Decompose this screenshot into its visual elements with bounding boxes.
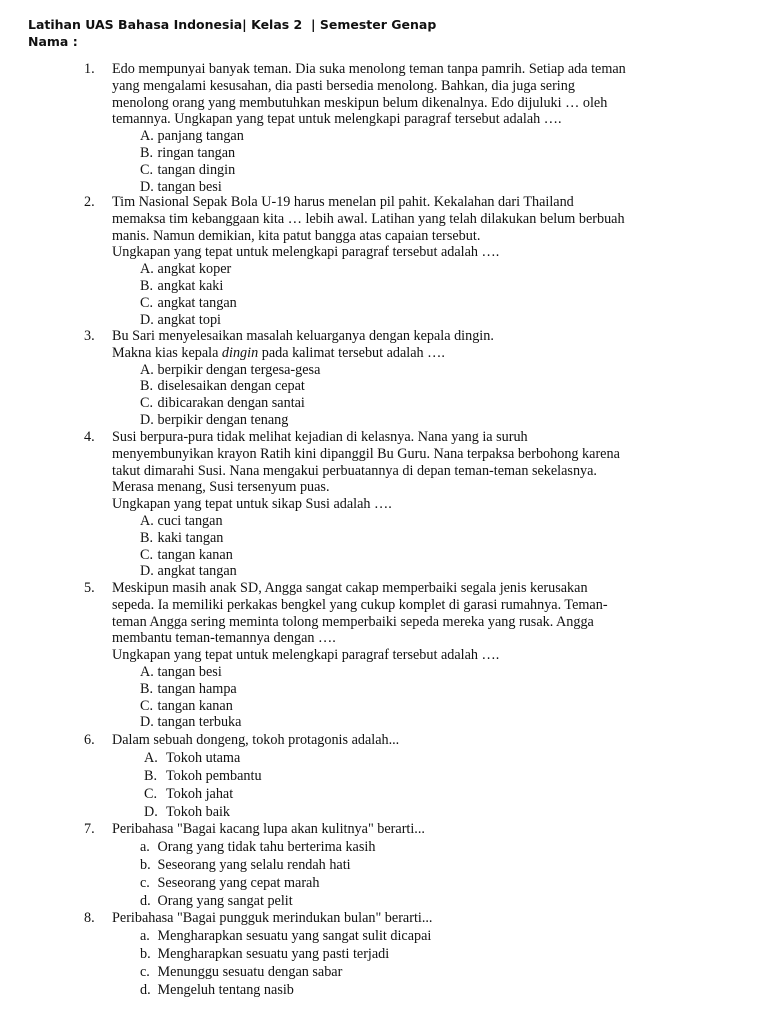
option-label: a. <box>140 839 150 855</box>
question-text-line: sepeda. Ia memiliki perkakas bengkel yang cukup komplet di garasi rumahnya. Teman- <box>112 596 608 613</box>
question-number: 2. <box>84 194 95 210</box>
question-text-line: memaksa tim kebanggaan kita … lebih awal. Latihan yang telah dilakukan belum berbuah <box>112 210 625 227</box>
option-text: dibicarakan dengan santai <box>157 395 305 412</box>
option-label: A. <box>144 750 158 766</box>
answer-option[interactable] <box>140 856 672 874</box>
answer-option[interactable] <box>140 412 672 429</box>
answer-option[interactable] <box>144 749 672 767</box>
option-label: C. <box>144 786 158 802</box>
question-text-line: Ungkapan yang tepat untuk melengkapi paragraf tersebut adalah …. <box>112 647 500 664</box>
answer-option[interactable] <box>140 681 672 698</box>
option-text: tangan dingin <box>157 161 236 178</box>
option-label: a. <box>140 928 150 944</box>
question-number: 5. <box>84 580 95 596</box>
option-text: Menunggu sesuatu dengan sabar <box>157 964 343 980</box>
question-text-line: Edo mempunyai banyak teman. Dia suka menolong teman tanpa pamrih. Setiap ada teman <box>112 61 626 77</box>
answer-options <box>140 362 672 429</box>
option-label: b. <box>140 857 151 873</box>
option-text: tangan besi <box>157 663 222 680</box>
answer-option[interactable] <box>140 162 672 179</box>
question-number: 1. <box>84 61 95 77</box>
answer-options <box>140 838 672 910</box>
option-text: Tokoh baik <box>166 804 231 820</box>
name-label: Nama : <box>28 34 78 49</box>
question-text-line: manis. Namun demikian, kita patut bangga atas capaian tersebut. <box>112 227 481 244</box>
exam-header <box>28 16 436 50</box>
answer-option[interactable] <box>140 963 672 981</box>
option-label: C. <box>140 161 154 178</box>
answer-option[interactable] <box>140 295 672 312</box>
question-text-line: menolong orang yang membutuhkan meskipun belum dikenalnya. Edo dijuluki … oleh <box>112 94 608 111</box>
option-label: b. <box>140 946 151 962</box>
question-number: 6. <box>84 732 95 748</box>
answer-option[interactable] <box>140 664 672 681</box>
option-label: A. <box>140 128 154 145</box>
option-label: D. <box>140 178 154 195</box>
question-body <box>112 909 672 999</box>
question-text-line: Tim Nasional Sepak Bola U-19 harus menelan pil pahit. Kekalahan dari Thailand <box>112 194 574 210</box>
question-text-line <box>112 345 672 362</box>
option-text: panjang tangan <box>157 128 244 145</box>
answer-options <box>140 261 672 328</box>
question-body <box>112 820 672 910</box>
question-text-line: teman Angga sering meminta tolong memperbaiki sepeda mereka yang rusak. Angga <box>112 613 594 630</box>
question-body <box>112 328 672 429</box>
option-label: A. <box>140 663 154 680</box>
answer-option[interactable] <box>140 945 672 963</box>
option-text: cuci tangan <box>157 512 223 529</box>
question-text-line: Peribahasa "Bagai pungguk merindukan bulan" berarti... <box>112 910 433 926</box>
question-body <box>112 194 672 328</box>
option-text: tangan kanan <box>157 546 233 563</box>
answer-options <box>140 664 672 731</box>
option-label: D. <box>140 411 154 428</box>
answer-option[interactable] <box>140 563 672 580</box>
answer-option[interactable] <box>140 378 672 395</box>
question-number: 7. <box>84 821 95 837</box>
option-label: C. <box>140 546 154 563</box>
option-text: angkat tangan <box>157 294 237 311</box>
answer-option[interactable] <box>140 395 672 412</box>
question-number: 8. <box>84 910 95 926</box>
question-text-line: Dalam sebuah dongeng, tokoh protagonis adalah... <box>112 732 400 748</box>
answer-option[interactable] <box>144 767 672 785</box>
option-text: Seseorang yang selalu rendah hati <box>157 857 351 873</box>
question-text-line: Ungkapan yang tepat untuk melengkapi paragraf tersebut adalah …. <box>112 244 500 261</box>
question-body <box>112 61 672 195</box>
question-text-line: Bu Sari menyelesaikan masalah keluarganya dengan kepala dingin. <box>112 328 494 344</box>
question-text-line: menyembunyikan krayon Ratih kini dipanggil Bu Guru. Nana terpaksa berbohong karena <box>112 445 620 462</box>
option-text: tangan besi <box>157 178 222 195</box>
option-text: angkat topi <box>157 311 221 328</box>
exam-title: Latihan UAS Bahasa Indonesia| Kelas 2 | Semester Genap <box>28 17 437 32</box>
option-text: tangan terbuka <box>157 714 242 731</box>
option-label: c. <box>140 875 150 891</box>
option-text: Tokoh jahat <box>166 786 234 802</box>
question-text-line: membantu teman-temannya dengan …. <box>112 630 336 647</box>
option-label: A. <box>140 261 154 278</box>
option-text: berpikir dengan tergesa-gesa <box>157 361 321 378</box>
option-text: Seseorang yang cepat marah <box>157 875 320 891</box>
question-number: 4. <box>84 429 95 445</box>
answer-option[interactable] <box>140 312 672 329</box>
question-body <box>112 429 672 580</box>
answer-option[interactable] <box>140 981 672 999</box>
question-body <box>112 580 672 731</box>
answer-option[interactable] <box>140 892 672 910</box>
option-text: ringan tangan <box>157 144 236 161</box>
option-label: A. <box>140 361 154 378</box>
option-text: Tokoh utama <box>166 750 241 766</box>
answer-option[interactable] <box>144 803 672 821</box>
option-text: Mengeluh tentang nasib <box>157 982 294 998</box>
option-label: B. <box>140 277 154 294</box>
answer-option[interactable] <box>140 698 672 715</box>
answer-option[interactable] <box>140 530 672 547</box>
question-text-line: Ungkapan yang tepat untuk sikap Susi adalah …. <box>112 496 392 513</box>
answer-options <box>140 128 672 195</box>
option-label: C. <box>140 697 154 714</box>
question-text-line: Merasa menang, Susi tersenyum puas. <box>112 479 330 496</box>
answer-option[interactable] <box>140 513 672 530</box>
question-body <box>112 731 672 821</box>
question-text-part: pada kalimat tersebut adalah …. <box>258 344 445 361</box>
answer-option[interactable] <box>144 785 672 803</box>
question-text-line: temannya. Ungkapan yang tepat untuk melengkapi paragraf tersebut adalah …. <box>112 111 562 128</box>
option-label: c. <box>140 964 150 980</box>
answer-option[interactable] <box>140 145 672 162</box>
option-label: B. <box>140 144 154 161</box>
option-text: diselesaikan dengan cepat <box>157 378 305 395</box>
answer-option[interactable] <box>140 547 672 564</box>
option-text: angkat koper <box>157 261 232 278</box>
option-label: D. <box>140 714 154 731</box>
question-text-line: Susi berpura-pura tidak melihat kejadian di kelasnya. Nana yang ia suruh <box>112 429 528 445</box>
option-label: D. <box>140 563 154 580</box>
option-text: Orang yang sangat pelit <box>157 893 293 909</box>
option-label: D. <box>140 311 154 328</box>
answer-option[interactable] <box>140 278 672 295</box>
question-text-line: yang mengalami kesusahan, dia pasti bersedia menolong. Bahkan, dia juga sering <box>112 77 575 94</box>
option-label: B. <box>140 529 154 546</box>
option-label: A. <box>140 512 154 529</box>
question-number: 3. <box>84 328 95 344</box>
option-text: tangan hampa <box>157 680 237 697</box>
answer-option[interactable] <box>140 128 672 145</box>
answer-option[interactable] <box>140 874 672 892</box>
option-label: d. <box>140 982 151 998</box>
option-text: Tokoh pembantu <box>166 768 262 784</box>
answer-option[interactable] <box>140 179 672 196</box>
option-text: Mengharapkan sesuatu yang pasti terjadi <box>157 946 390 962</box>
answer-option[interactable] <box>140 261 672 278</box>
option-text: Orang yang tidak tahu berterima kasih <box>157 839 376 855</box>
option-label: D. <box>144 804 158 820</box>
option-label: B. <box>140 378 154 395</box>
question-text-line: Meskipun masih anak SD, Angga sangat cakap memperbaiki segala jenis kerusakan <box>112 580 588 596</box>
option-text: Mengharapkan sesuatu yang sangat sulit dicapai <box>157 928 432 944</box>
option-label: d. <box>140 893 151 909</box>
answer-option[interactable] <box>140 362 672 379</box>
answer-options <box>144 749 672 821</box>
option-label: B. <box>144 768 158 784</box>
option-text: angkat kaki <box>157 277 224 294</box>
question-text-part: Makna kias kepala <box>112 344 222 361</box>
question-text-line: takut dimarahi Susi. Nana mengakui perbuatannya di depan teman-teman sekelasnya. <box>112 462 597 479</box>
question-text-line: Peribahasa "Bagai kacang lupa akan kulitnya" berarti... <box>112 821 425 837</box>
option-label: B. <box>140 680 154 697</box>
option-text: berpikir dengan tenang <box>157 411 289 428</box>
answer-option[interactable] <box>140 714 672 731</box>
option-label: C. <box>140 395 154 412</box>
option-text: angkat tangan <box>157 563 237 580</box>
option-text: kaki tangan <box>157 529 224 546</box>
answer-options <box>140 927 672 999</box>
emphasized-word: dingin <box>221 344 259 361</box>
option-label: C. <box>140 294 154 311</box>
answer-option[interactable] <box>140 927 672 945</box>
answer-option[interactable] <box>140 838 672 856</box>
option-text: tangan kanan <box>157 697 233 714</box>
answer-options <box>140 513 672 580</box>
